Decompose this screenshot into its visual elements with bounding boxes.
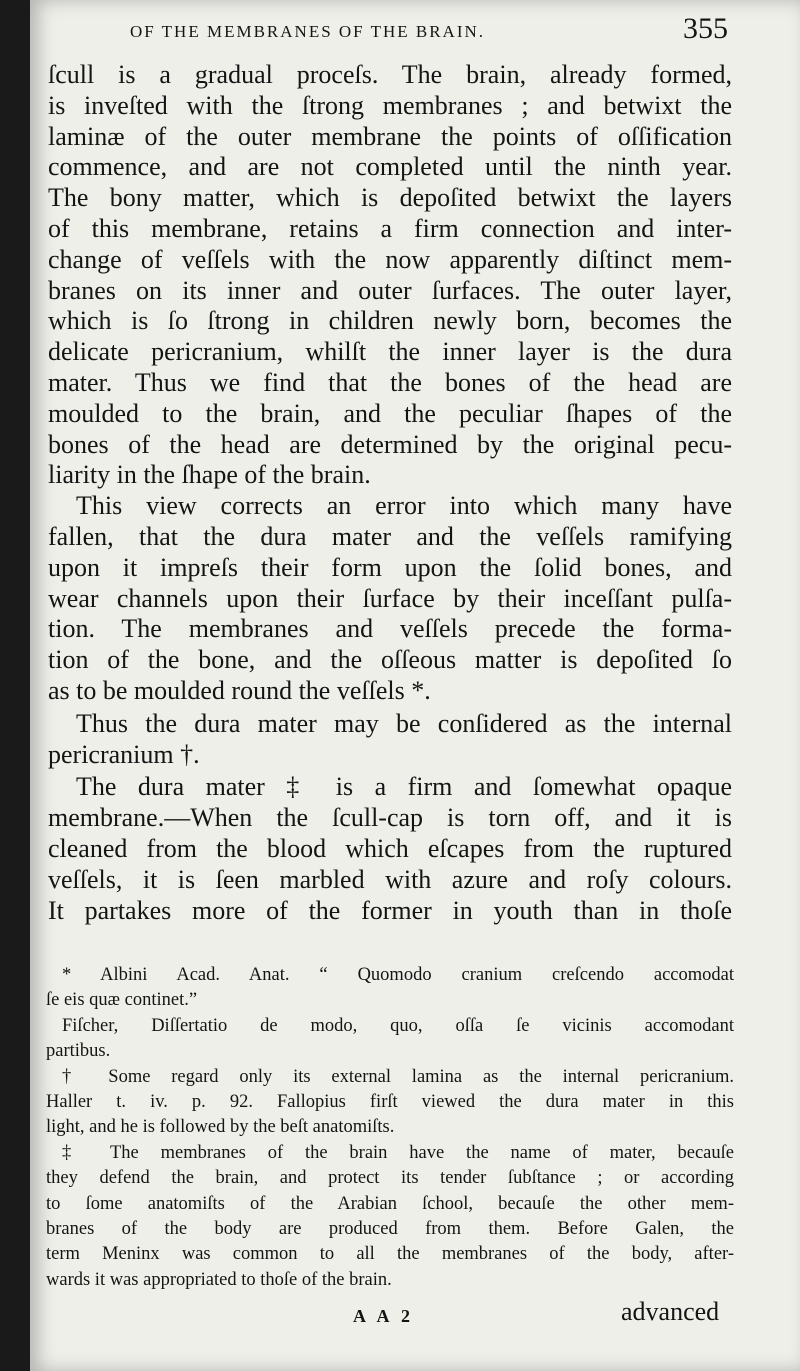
text-line: which is ſo ſtrong in children newly born, becomes the — [48, 306, 732, 336]
text-line: liarity in the ſhape of the brain. — [48, 460, 371, 490]
text-line: It partakes more of the former in youth than in thoſe — [48, 895, 732, 925]
footnote-line: they defend the brain, and protect its tender ſubſtance ; or according — [46, 1168, 734, 1189]
text-line: This view corrects an error into which many have — [76, 491, 732, 521]
footnote-line: Fiſcher, Diſſertatio de modo, quo, oſſa ſe vicinis accomodant — [62, 1015, 734, 1036]
text-line: mater. Thus we find that the bones of the head are — [48, 367, 732, 397]
footnote-line: light, and he is followed by the beſt anatomiſts. — [46, 1117, 395, 1138]
footnote-line: † Some regard only its external lamina as the internal pericranium. — [62, 1066, 734, 1087]
page-header — [30, 10, 800, 50]
footnote-line: branes of the body are produced from them. Before Galen, the — [46, 1218, 734, 1239]
text-line: wear channels upon their ſurface by their inceſſant pulſa- — [48, 583, 732, 613]
footnotes — [46, 963, 734, 1293]
signature-mark: A A 2 — [353, 1306, 415, 1326]
text-line: delicate pericranium, whilſt the inner layer is the dura — [48, 337, 732, 367]
text-line: veſſels, it is ſeen marbled with azure and roſy colours. — [48, 864, 732, 894]
page-number: 355 — [683, 12, 728, 45]
footnote-line: ‡ The membranes of the brain have the name of mater, becauſe — [62, 1142, 734, 1163]
text-line: as to be moulded round the veſſels *. — [48, 675, 431, 705]
footnote-line: ſe eis quæ continet.” — [46, 990, 198, 1011]
text-line: laminæ of the outer membrane the points of oſſification — [48, 121, 732, 151]
text-line: upon it impreſs their form upon the ſolid bones, and — [48, 552, 732, 582]
text-line: Thus the dura mater may be conſidered as the internal — [76, 708, 732, 738]
footnote-line: term Meninx was common to all the membranes of the body, after- — [46, 1244, 734, 1265]
text-line: moulded to the brain, and the peculiar ſhapes of the — [48, 398, 732, 428]
text-line: membrane.—When the ſcull-cap is torn off, and it is — [48, 803, 732, 833]
running-title: OF THE MEMBRANES OF THE BRAIN. — [130, 22, 486, 41]
text-line: pericranium †. — [48, 739, 200, 769]
text-line: ſcull is a gradual proceſs. The brain, already formed, — [48, 60, 732, 89]
text-line: tion of the bone, and the oſſeous matter is depoſited ſo — [48, 645, 732, 675]
text-line: cleaned from the blood which eſcapes from the ruptured — [48, 833, 732, 863]
text-line: commence, and are not completed until the ninth year. — [48, 152, 732, 182]
catchword: advanced — [621, 1297, 720, 1326]
text-line: tion. The membranes and veſſels precede the forma- — [48, 614, 732, 644]
footnote-line: Haller t. iv. p. 92. Fallopius firſt viewed the dura mater in this — [46, 1091, 734, 1112]
footnote-line: * Albini Acad. Anat. “ Quomodo cranium creſcendo accomodat — [62, 965, 734, 985]
book-page — [30, 0, 800, 1371]
footnote-line: wards it was appropriated to thoſe of the brain. — [46, 1269, 392, 1290]
footnote-line: partibus. — [46, 1041, 111, 1062]
text-line: branes on its inner and outer ſurfaces. The outer layer, — [48, 275, 732, 305]
footnote-line: to ſome anatomiſts of the Arabian ſchool, becauſe the other mem- — [46, 1193, 734, 1214]
text-line: The dura mater ‡ is a firm and ſomewhat opaque — [76, 772, 732, 802]
text-line: The bony matter, which is depoſited betwixt the layers — [48, 183, 732, 213]
body-text — [48, 60, 732, 926]
text-line: change of veſſels with the now apparently diſtinct mem- — [48, 244, 732, 274]
text-line: fallen, that the dura mater and the veſſels ramifying — [48, 521, 732, 551]
text-line: of this membrane, retains a firm connection and inter- — [48, 213, 732, 243]
text-line: is inveſted with the ſtrong membranes ; and betwixt the — [48, 90, 732, 120]
text-line: bones of the head are determined by the original pecu- — [48, 429, 732, 459]
